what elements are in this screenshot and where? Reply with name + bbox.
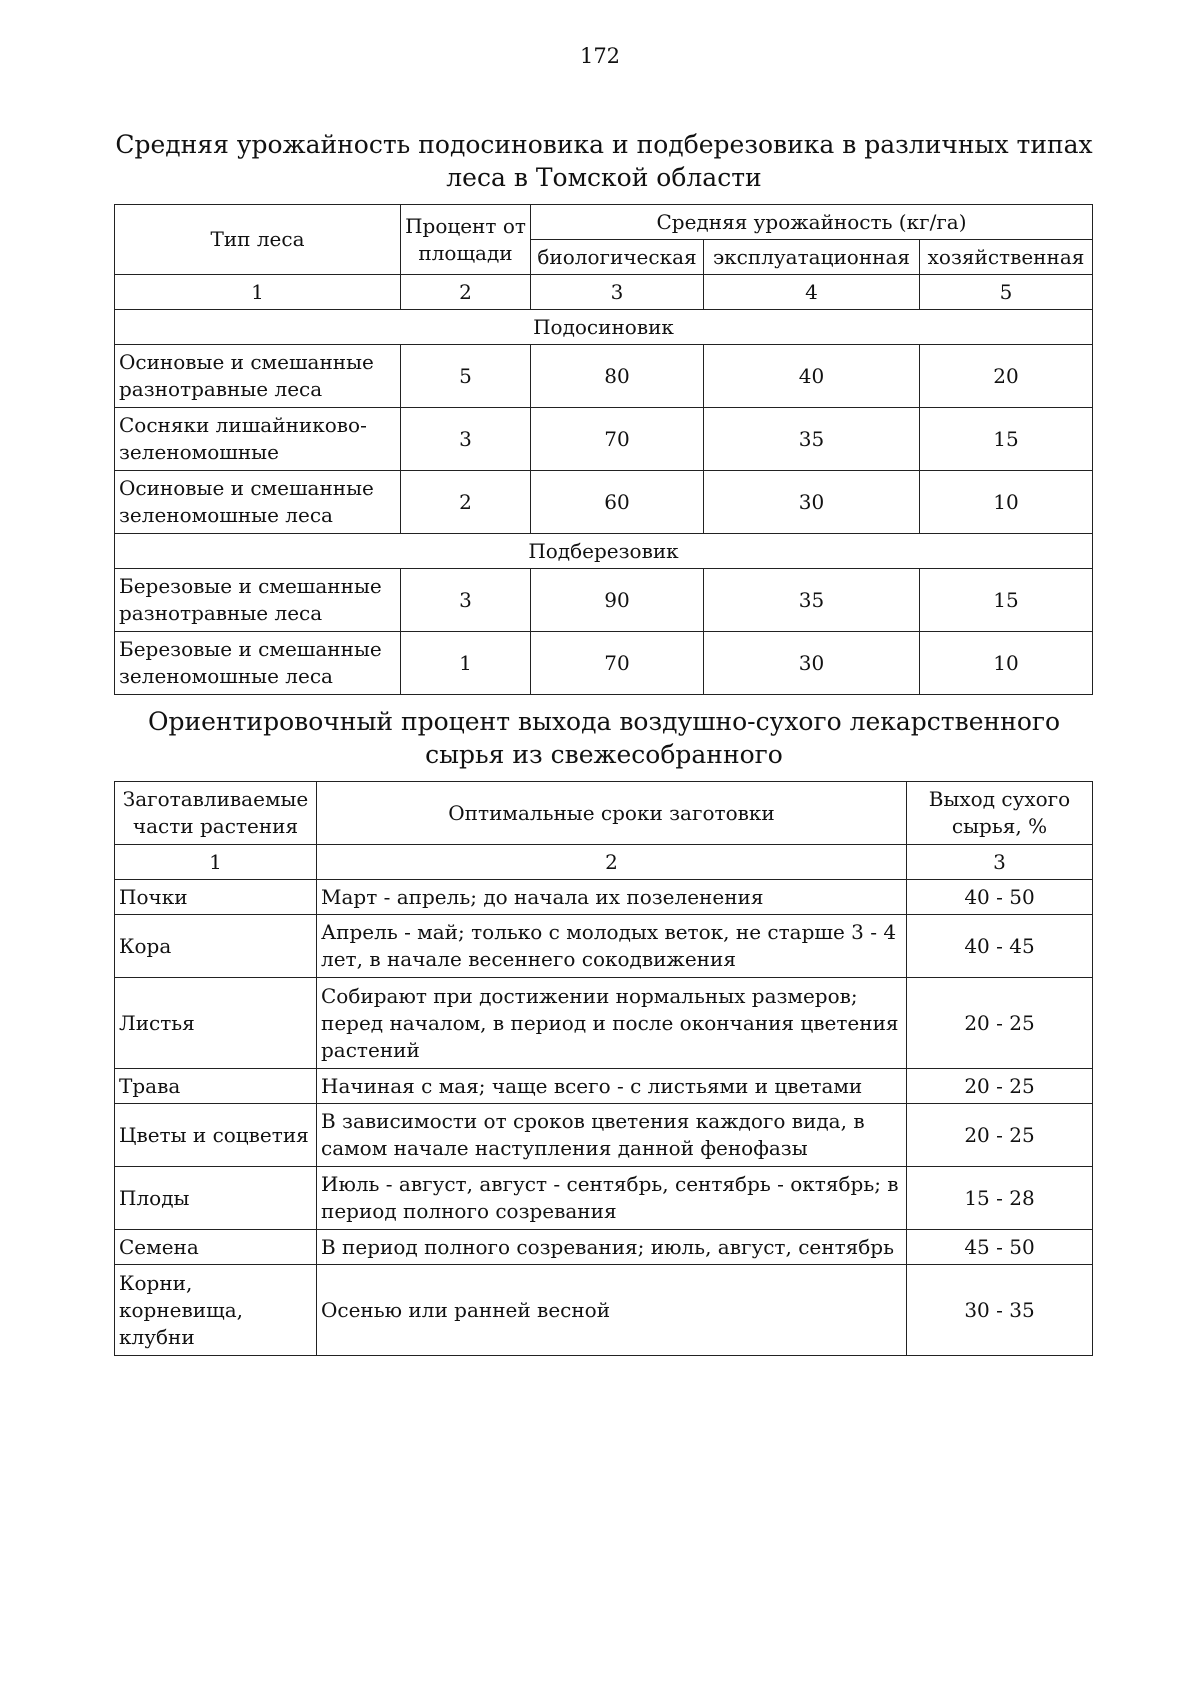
header-forest-type: Тип леса [115,205,401,275]
biological-cell: 90 [531,569,704,632]
mushroom-yield-table [114,204,1093,695]
plant-part-cell [115,915,317,978]
forest-type-line: зеленомошные [119,440,279,464]
harvest-terms-cell-line: Июль - август, август - сентябрь, сентябрь - октябрь; в [321,1172,899,1196]
economic-cell: 10 [920,632,1093,695]
col-number: 3 [531,275,704,310]
table-row [115,345,1093,408]
plant-part-cell [115,1265,317,1356]
table2-title-line1: Ориентировочный процент выхода воздушно-сухого лекарственного [147,707,1061,736]
forest-type-cell [115,345,401,408]
harvest-terms-cell-line: период полного созревания [321,1199,617,1223]
plant-part-cell-line: Цветы и соцветия [119,1122,309,1147]
table2-title-line2: сырья из свежесобранного [425,740,783,769]
harvest-terms-cell-line: лет, в начале весеннего сокодвижения [321,947,736,971]
table-row [115,1069,1093,1104]
exploitation-cell: 35 [704,569,920,632]
plant-part-cell [115,880,317,915]
col-number: 1 [115,845,317,880]
section-header: Подосиновик [115,310,1093,345]
header-parts-line1: Заготавливаемые [122,787,309,811]
table-row [115,915,1093,978]
harvest-terms-cell [317,978,907,1069]
forest-type-line: разнотравные леса [119,601,323,625]
plant-part-cell [115,978,317,1069]
harvest-terms-cell-line: Апрель - май; только с молодых веток, не старше 3 - 4 [321,920,897,944]
economic-cell: 20 [920,345,1093,408]
percent-cell: 5 [401,345,531,408]
percent-cell: 3 [401,408,531,471]
table-row [115,1230,1093,1265]
percent-cell: 3 [401,569,531,632]
exploitation-cell: 30 [704,471,920,534]
header-economic: хозяйственная [920,240,1093,275]
exploitation-cell: 40 [704,345,920,408]
plant-part-cell-line: Семена [119,1234,199,1259]
section-header: Подберезовик [115,534,1093,569]
harvest-terms-cell-line: растений [321,1037,420,1062]
plant-part-cell-line: клубни [119,1324,195,1349]
forest-type-cell [115,569,401,632]
plant-part-cell [115,1167,317,1230]
header-yield [907,782,1093,845]
table-row [115,978,1093,1069]
harvest-terms-cell-line: Март - апрель; до начала их позеленения [321,884,764,909]
harvest-terms-cell-line: Начиная с мая; чаще всего - с листьями и цветами [321,1073,863,1098]
plant-part-cell-line: Кора [119,933,172,958]
col-number: 3 [907,845,1093,880]
harvest-terms-cell [317,1265,907,1356]
dry-yield-cell: 30 - 35 [907,1265,1093,1356]
raw-material-yield-table [114,781,1093,1356]
table1-title [114,128,1094,194]
harvest-terms-cell [317,1069,907,1104]
plant-part-cell [115,1230,317,1265]
forest-type-line: зеленомошные леса [119,664,333,688]
forest-type-cell [115,632,401,695]
col-number: 5 [920,275,1093,310]
plant-part-cell [115,1069,317,1104]
harvest-terms-cell [317,880,907,915]
header-percent-line1: Процент от [405,213,526,238]
header-avg-yield: Средняя урожайность (кг/га) [531,205,1093,240]
biological-cell: 70 [531,632,704,695]
table-row [115,1167,1093,1230]
table-row [115,1104,1093,1167]
dry-yield-cell: 20 - 25 [907,1104,1093,1167]
header-terms: Оптимальные сроки заготовки [317,782,907,845]
biological-cell: 60 [531,471,704,534]
harvest-terms-cell-line: Осенью или ранней весной [321,1297,611,1322]
header-exploitation: эксплуатационная [704,240,920,275]
header-parts [115,782,317,845]
plant-part-cell [115,1104,317,1167]
header-yield-line1: Выход сухого [928,787,1071,811]
exploitation-cell: 35 [704,408,920,471]
table1-title-line1: Средняя урожайность подосиновика и подберезовика в различных типах [115,130,1093,159]
harvest-terms-cell [317,1230,907,1265]
header-percent [401,205,531,275]
harvest-terms-cell-line: В период полного созревания; июль, август, сентябрь [321,1234,894,1259]
percent-cell: 2 [401,471,531,534]
dry-yield-cell: 15 - 28 [907,1167,1093,1230]
forest-type-line: Сосняки лишайниково- [119,413,367,437]
forest-type-line: зеленомошные леса [119,503,333,527]
forest-type-line: Березовые и смешанные [119,637,382,661]
table2-title [114,705,1094,771]
dry-yield-cell: 20 - 25 [907,978,1093,1069]
table-row [115,632,1093,695]
plant-part-cell-line: Плоды [119,1185,190,1210]
dry-yield-cell: 40 - 50 [907,880,1093,915]
table-row [115,1265,1093,1356]
harvest-terms-cell-line: В зависимости от сроков цветения каждого вида, в [321,1109,865,1133]
forest-type-line: Осиновые и смешанные [119,476,374,500]
col-number: 1 [115,275,401,310]
economic-cell: 15 [920,569,1093,632]
exploitation-cell: 30 [704,632,920,695]
harvest-terms-cell [317,1104,907,1167]
header-parts-line2: части растения [132,814,299,838]
header-yield-line2: сырья, % [951,814,1048,838]
page-number: 172 [579,44,621,68]
table-row [115,880,1093,915]
dry-yield-cell: 20 - 25 [907,1069,1093,1104]
dry-yield-cell: 40 - 45 [907,915,1093,978]
plant-part-cell-line: Трава [119,1073,181,1098]
biological-cell: 80 [531,345,704,408]
table1-title-line2: леса в Томской области [446,163,762,192]
col-number: 2 [317,845,907,880]
forest-type-line: разнотравные леса [119,377,323,401]
plant-part-cell-line: корневища, [119,1297,243,1322]
col-number: 2 [401,275,531,310]
economic-cell: 10 [920,471,1093,534]
forest-type-cell [115,471,401,534]
table-row [115,471,1093,534]
percent-cell: 1 [401,632,531,695]
harvest-terms-cell-line: самом начале наступления данной фенофазы [321,1136,808,1160]
header-biological: биологическая [531,240,704,275]
col-number: 4 [704,275,920,310]
plant-part-cell-line: Почки [119,884,188,909]
biological-cell: 70 [531,408,704,471]
plant-part-cell-line: Листья [119,1010,195,1035]
economic-cell: 15 [920,408,1093,471]
forest-type-line: Березовые и смешанные [119,574,382,598]
table-row [115,408,1093,471]
harvest-terms-cell [317,915,907,978]
table-row [115,569,1093,632]
header-percent-line2: площади [418,240,513,265]
harvest-terms-cell-line: перед началом, в период и после окончания цветения [321,1010,899,1035]
harvest-terms-cell [317,1167,907,1230]
plant-part-cell-line: Корни, [119,1270,193,1295]
forest-type-line: Осиновые и смешанные [119,350,374,374]
dry-yield-cell: 45 - 50 [907,1230,1093,1265]
forest-type-cell [115,408,401,471]
harvest-terms-cell-line: Собирают при достижении нормальных размеров; [321,983,858,1008]
